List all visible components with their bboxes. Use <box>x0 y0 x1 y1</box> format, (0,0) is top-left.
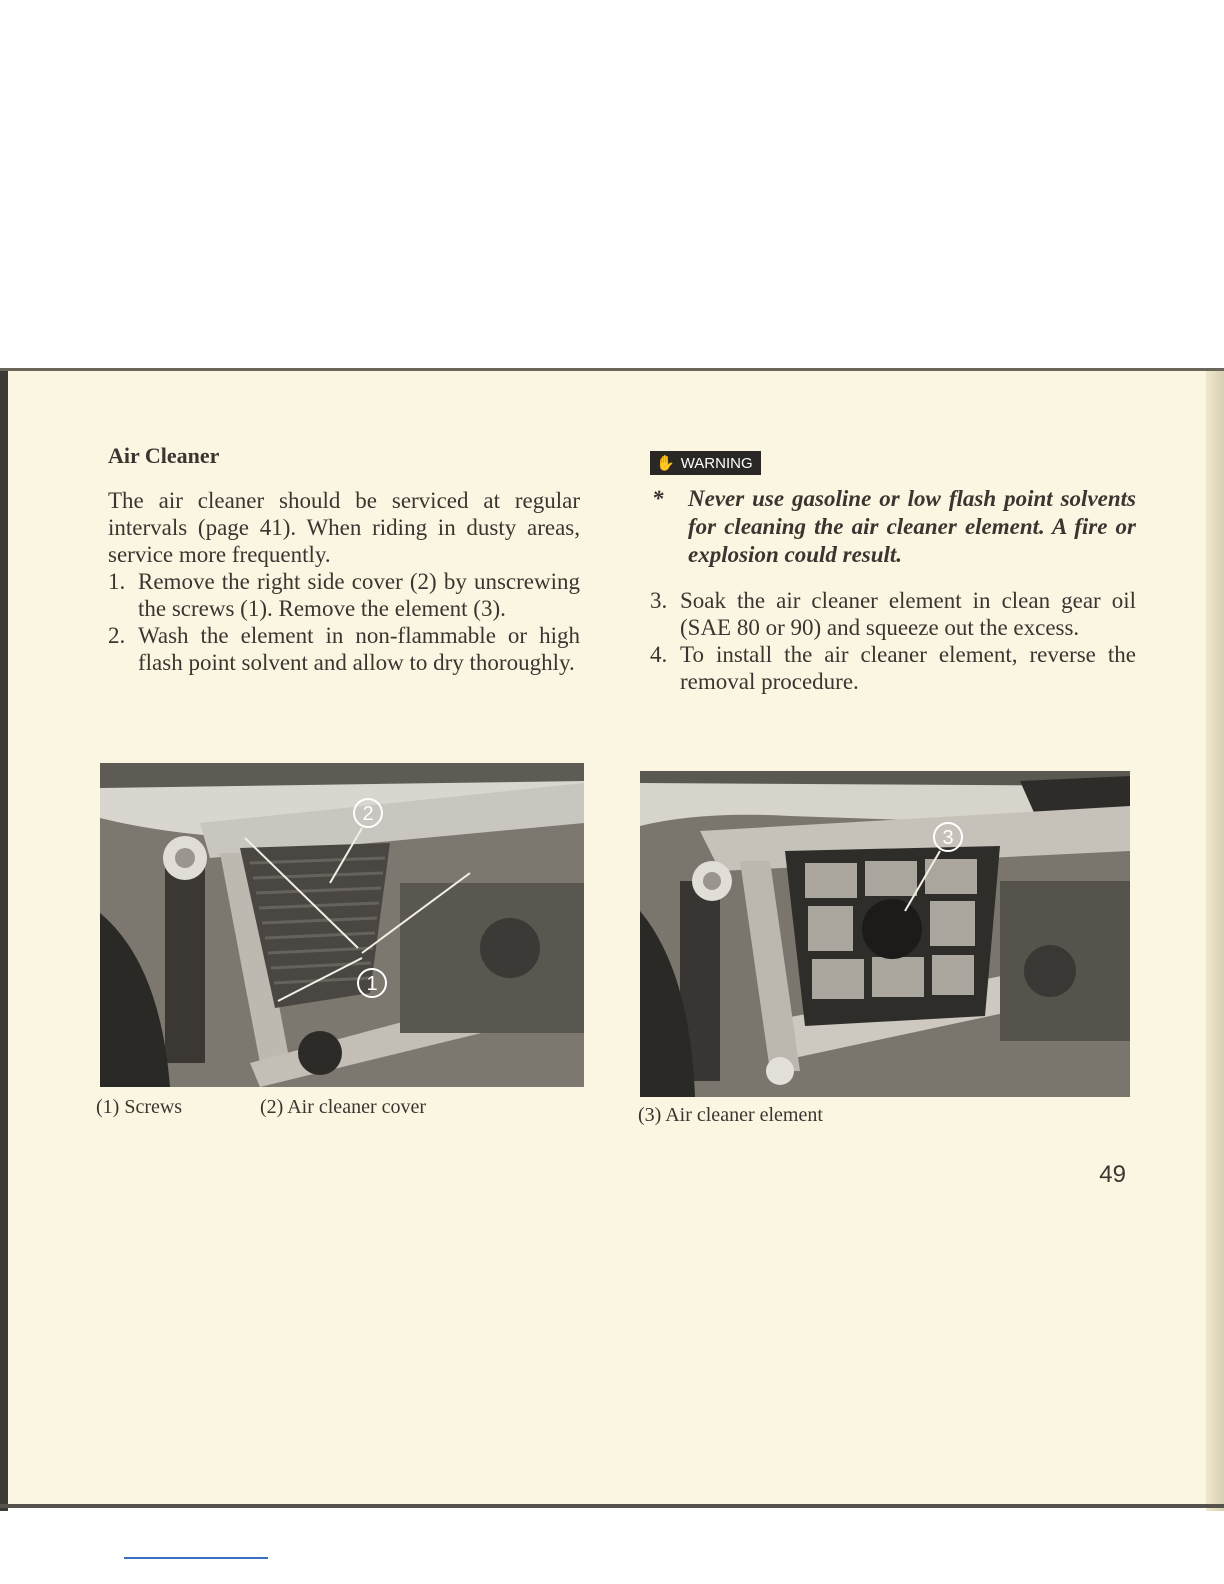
step-number: 1. <box>108 569 126 594</box>
intro-paragraph: The air cleaner should be serviced at regular intervals (page 41). When riding in dusty areas, service more frequently. <box>108 488 580 567</box>
warning-label: WARNING <box>680 454 753 472</box>
page-right-edge <box>1206 371 1224 1511</box>
page-left-edge <box>0 371 8 1511</box>
right-steps <box>650 587 1136 695</box>
caption-air-cleaner-cover: (2) Air cleaner cover <box>260 1096 427 1118</box>
page-number: 49 <box>1099 1161 1126 1188</box>
step-number: 2. <box>108 623 126 648</box>
step-1 <box>108 568 580 622</box>
left-steps <box>108 568 580 676</box>
photo-callouts <box>100 763 584 1087</box>
step-3 <box>650 587 1136 641</box>
right-column <box>650 451 1136 695</box>
left-column <box>108 443 580 676</box>
step-text: Soak the air cleaner element in clean gear oil (SAE 80 or 90) and squeeze out the excess. <box>680 588 1136 640</box>
step-text: To install the air cleaner element, reverse the removal procedure. <box>680 642 1136 694</box>
warning-badge <box>650 451 761 475</box>
warning-hand-icon: ✋ <box>656 455 675 472</box>
step-number: 4. <box>650 642 668 667</box>
warning-message <box>650 485 1136 569</box>
caption-screws: (1) Screws <box>96 1096 183 1118</box>
caption-air-cleaner-element: (3) Air cleaner element <box>638 1104 823 1126</box>
callout-3: 3 <box>942 827 954 849</box>
photo-callouts <box>640 771 1130 1097</box>
footer-rule <box>124 1557 268 1559</box>
step-2 <box>108 622 580 676</box>
step-text: Remove the right side cover (2) by unscrewing the screws (1). Remove the element (3). <box>138 569 580 621</box>
photo-air-cleaner-element <box>640 771 1130 1097</box>
warning-bullet: * <box>652 486 664 511</box>
step-number: 3. <box>650 588 668 613</box>
photo-air-cleaner-cover <box>100 763 584 1087</box>
callout-2: 2 <box>362 803 374 825</box>
manual-page <box>0 368 1224 1508</box>
step-4 <box>650 641 1136 695</box>
warning-body: Never use gasoline or low flash point solvents for cleaning the air cleaner element. A fire or explosion could result. <box>688 486 1136 567</box>
page-bottom-edge <box>0 1504 1224 1508</box>
callout-1: 1 <box>366 973 378 995</box>
section-title: Air Cleaner <box>108 443 220 468</box>
step-text: Wash the element in non-flammable or high flash point solvent and allow to dry thoroughly. <box>138 623 580 675</box>
